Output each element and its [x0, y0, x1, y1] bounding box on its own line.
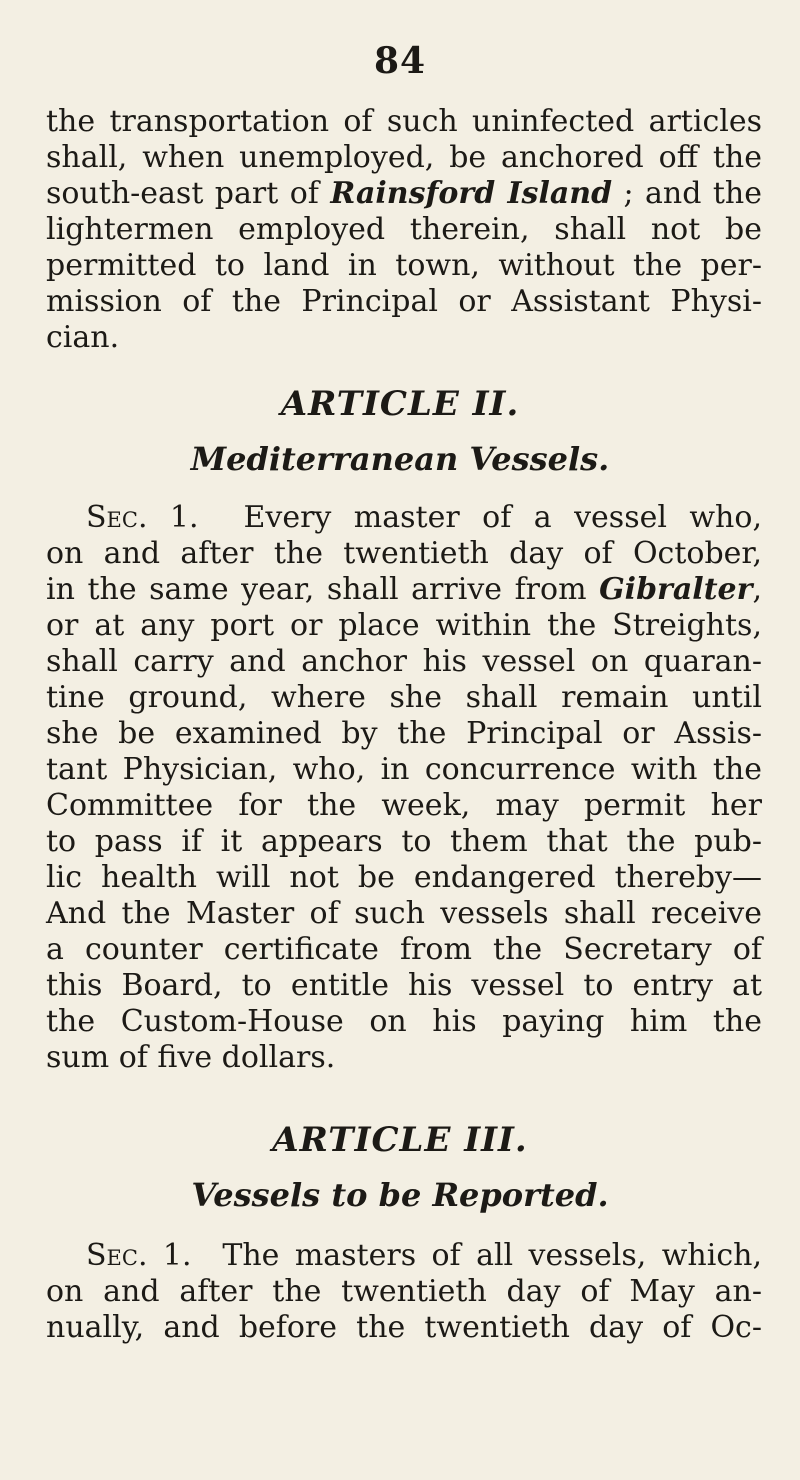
text-fragment: in the same year, shall arrive from — [46, 572, 600, 607]
text-line: shall carry and anchor his vessel on quaran- — [46, 644, 762, 679]
text-fragment: ; and the — [612, 176, 762, 211]
article-2-section-1 — [46, 500, 762, 1076]
text-line: tine ground, where she shall remain until — [46, 680, 762, 715]
text-line: the transportation of such uninfected articles — [46, 104, 762, 139]
section-label: Sec. 1. — [86, 1238, 192, 1273]
text-line: this Board, to entitle his vessel to entry at — [46, 968, 762, 1003]
text-line — [46, 500, 762, 536]
text-line: she be examined by the Principal or Assis- — [46, 716, 762, 751]
text-line: to pass if it appears to them that the pub- — [46, 824, 762, 859]
text-line: on and after the twentieth day of October, — [46, 536, 762, 571]
article-2-title: ARTICLE II. — [280, 384, 520, 424]
text-line: sum of five dollars. — [46, 1040, 336, 1075]
article-3-subtitle: Vessels to be Reported. — [191, 1176, 609, 1214]
text-line: Committee for the week, may permit her — [46, 788, 762, 823]
article-3-title: ARTICLE III. — [272, 1120, 528, 1160]
text-line: lightermen employed therein, shall not be — [46, 212, 762, 247]
text-line — [46, 176, 762, 212]
text-line — [46, 572, 762, 608]
page-number: 84 — [373, 40, 427, 82]
text-line — [46, 1238, 762, 1274]
text-line: cian. — [46, 320, 120, 355]
text-line: a counter certificate from the Secretary of — [46, 932, 762, 967]
text-line: or at any port or place within the Streights, — [46, 608, 762, 643]
text-fragment: , — [752, 572, 762, 607]
text-line: lic health will not be endangered thereby— — [46, 860, 762, 895]
text-line: And the Master of such vessels shall receive — [46, 896, 762, 931]
section-label: Sec. 1. — [86, 500, 199, 535]
text-line: the Custom-House on his paying him the — [46, 1004, 762, 1039]
text-line: nually, and before the twentieth day of Oc- — [46, 1310, 762, 1345]
text-fragment: south-east part of — [46, 176, 331, 211]
text-line: mission of the Principal or Assistant Physi- — [46, 284, 762, 319]
article-3-section-1 — [46, 1238, 762, 1346]
text-line: tant Physician, who, in concurrence with the — [46, 752, 762, 787]
article-2-subtitle: Mediterranean Vessels. — [190, 440, 610, 478]
place-name-gibralter: Gibralter — [599, 572, 753, 607]
text-fragment: The masters of all vessels, which, — [222, 1238, 762, 1273]
opening-paragraph — [46, 104, 762, 356]
text-fragment: Every master of a vessel who, — [243, 500, 762, 535]
place-name-rainsford-island: Rainsford Island — [330, 176, 613, 211]
text-line: on and after the twentieth day of May an- — [46, 1274, 762, 1309]
text-line: shall, when unemployed, be anchored off the — [46, 140, 762, 175]
text-line: permitted to land in town, without the per- — [46, 248, 762, 283]
